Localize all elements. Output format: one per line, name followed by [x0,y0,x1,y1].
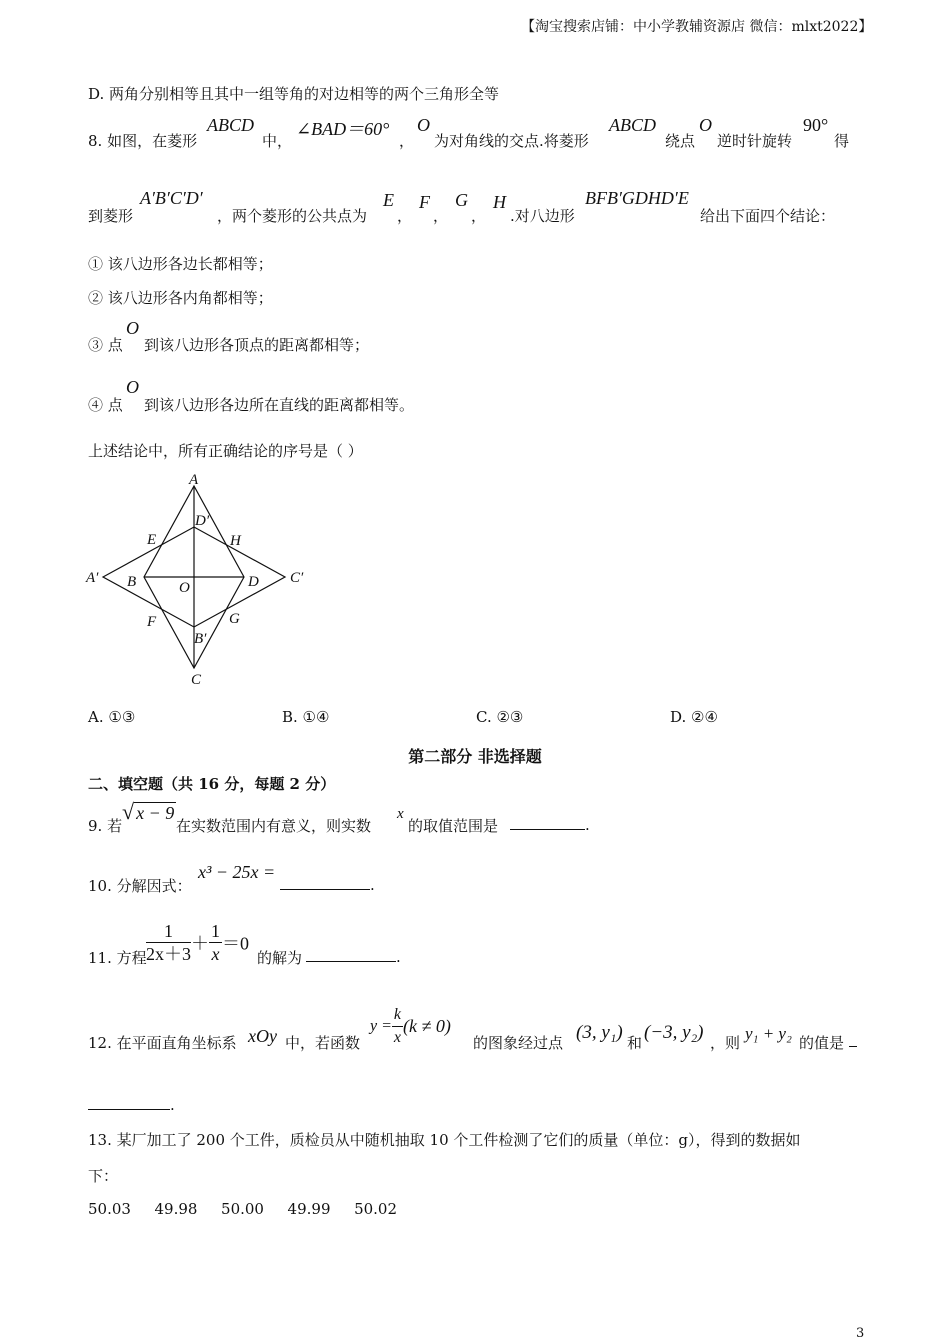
label-c-prime: C′ [290,570,304,586]
q8-statement-1: ① 该八边形各边长都相等； [88,255,273,273]
q8-option-a: A. ①③ [88,708,136,726]
q8-rhombus-figure [80,468,320,690]
q8-comma: ， [399,132,415,150]
q12-fraction: $\frac{k}{x}$ [393,1006,402,1046]
q9-a: 9. 若 [88,817,123,835]
q11-equation: $\frac{1}{2x+3}$ ＋ $\frac{1}{x}$ ＝0 [146,921,249,964]
q9-period: . [585,816,590,834]
q8-text-5: 到菱形 [88,207,134,225]
q8-degree-90: 90° [803,115,829,135]
q8-octagon: BFB′GDHD′E [585,188,689,208]
q8-point-e: E [383,190,394,210]
q12-e: 的值是 [799,1034,845,1052]
q13-data-5: 50.02 [354,1200,398,1218]
q11-fraction-2: $\frac{1}{x}$ [211,921,220,964]
label-c: C [191,672,202,688]
q8-text-8: 给出下面四个结论： [700,207,836,225]
q9-b: 在实数范围内有意义，则实数 [176,817,372,835]
q8-statement-4-a: ④ 点 [88,396,123,414]
q8-point-o: O [417,115,430,135]
label-d: D [248,574,259,590]
q12-answer-blank-end [88,1095,175,1114]
q8-option-b: B. ①④ [282,708,330,726]
label-d-prime: D′ [195,513,210,529]
q12-coordinate-system: xOy [248,1026,277,1046]
q9-answer-blank [510,815,590,834]
q8-statement-3-a: ③ 点 [88,336,123,354]
q8-text-1: 为对角线的交点.将菱形 [434,132,589,150]
q8-text-6: ，两个菱形的公共点为 [217,207,368,225]
q8-statement-2: ② 该八边形各内角都相等； [88,289,273,307]
q8-point-g: G [455,190,468,210]
q10-a: 10. 分解因式： [88,877,192,895]
q12-point-1: (3, y₁) [576,1022,623,1043]
q8-option-c: C. ②③ [476,708,524,726]
q8-text-4: 得 [834,132,850,150]
q9-radicand: x − 9 [136,803,175,823]
label-g: G [229,611,240,627]
q11-fraction-1: $\frac{1}{2x+3}$ [146,921,191,964]
q13-data-3: 50.00 [221,1200,264,1218]
q11-b: 的解为 [257,949,303,967]
q13-data-4: 49.99 [287,1200,331,1218]
q13-text-line-1: 13. 某厂加工了 200 个工件，质检员从中随机抽取 10 个工件检测了它们的质量（单位：g），得到的数据如 [88,1131,801,1149]
q8-rhombus-abcd-2: ABCD [609,115,656,135]
q8-comma-2: ， [433,207,449,225]
sqrt-sign-icon: √ [122,799,135,824]
q8-number: 8. 如图，在菱形 [88,132,198,150]
q11-answer-blank [306,947,401,966]
q12-a: 12. 在平面直角坐标系 [88,1034,237,1052]
q8-text-7: .对八边形 [510,207,575,225]
q8-statement-4-b: 到该八边形各边所在直线的距离都相等。 [144,396,415,414]
q9-c: 的取值范围是 [408,817,499,835]
q8-text-2: 绕点 [665,132,696,150]
label-b: B [127,574,137,590]
q12-point-2: (−3, y₂) [644,1022,704,1043]
q13-data-1: 50.03 [88,1200,131,1218]
label-f: F [147,614,157,630]
q11-period: . [396,948,401,966]
q8-comma-3: ， [471,207,487,225]
q12-period: . [170,1096,175,1114]
q13-data-2: 49.98 [154,1200,198,1218]
q8-question: 上述结论中，所有正确结论的序号是（ ） [88,442,363,460]
label-a: A [189,472,199,488]
page-number: 3 [856,1326,865,1341]
part2-section-heading: 二、填空题（共 16 分，每题 2 分） [88,775,336,793]
q9-x: x [397,806,404,822]
q11-a: 11. 方程 [88,949,147,967]
q12-d: ，则 [710,1034,741,1052]
label-h: H [230,533,241,549]
q8-option-d: D. ②④ [670,708,718,726]
q13-text-line-2: 下： [88,1167,119,1185]
part2-title: 第二部分 非选择题 [408,747,542,766]
label-b-prime: B′ [194,631,207,647]
q12-sum: y₁ + y₂ [745,1024,792,1043]
q10-answer-blank [280,875,375,894]
q8-point-o-2: O [699,115,712,135]
q8-point-h: H [493,192,506,212]
q7-option-d: D. 两角分别相等且其中一组等角的对边相等的两个三角形全等 [88,85,500,103]
label-e: E [147,532,157,548]
q8-text-zhong: 中， [262,132,293,150]
q8-text-3: 逆时针旋转 [717,132,793,150]
q9-sqrt [122,799,176,825]
label-o: O [179,580,190,596]
q12-c: 的图象经过点 [473,1034,564,1052]
q12-function: y = $\frac{k}{x}$ (k ≠ 0) [370,1004,451,1049]
q10-period: . [370,876,375,894]
q12-he: 和 [627,1034,643,1052]
q12-answer-blank-start [849,1032,857,1051]
q8-statement-3-b: 到该八边形各顶点的距离都相等； [144,336,370,354]
header-shop-note: 【淘宝搜索店铺：中小学教辅资源店 微信：mlxt2022】 [521,19,873,35]
label-a-prime: A′ [86,570,99,586]
q8-point-f: F [419,192,430,212]
q8-comma-1: ， [397,207,413,225]
q8-rhombus-prime: A′B′C′D′ [140,188,203,208]
q8-angle-bad: ∠BAD＝60° [296,119,390,139]
q8-rhombus-abcd: ABCD [207,115,254,135]
q10-expression: x³ − 25x = [198,862,276,882]
q8-statement-3-o: O [126,318,139,338]
q8-statement-4-o: O [126,377,139,397]
q13-data-row [88,1200,397,1218]
q12-b: 中，若函数 [285,1034,361,1052]
